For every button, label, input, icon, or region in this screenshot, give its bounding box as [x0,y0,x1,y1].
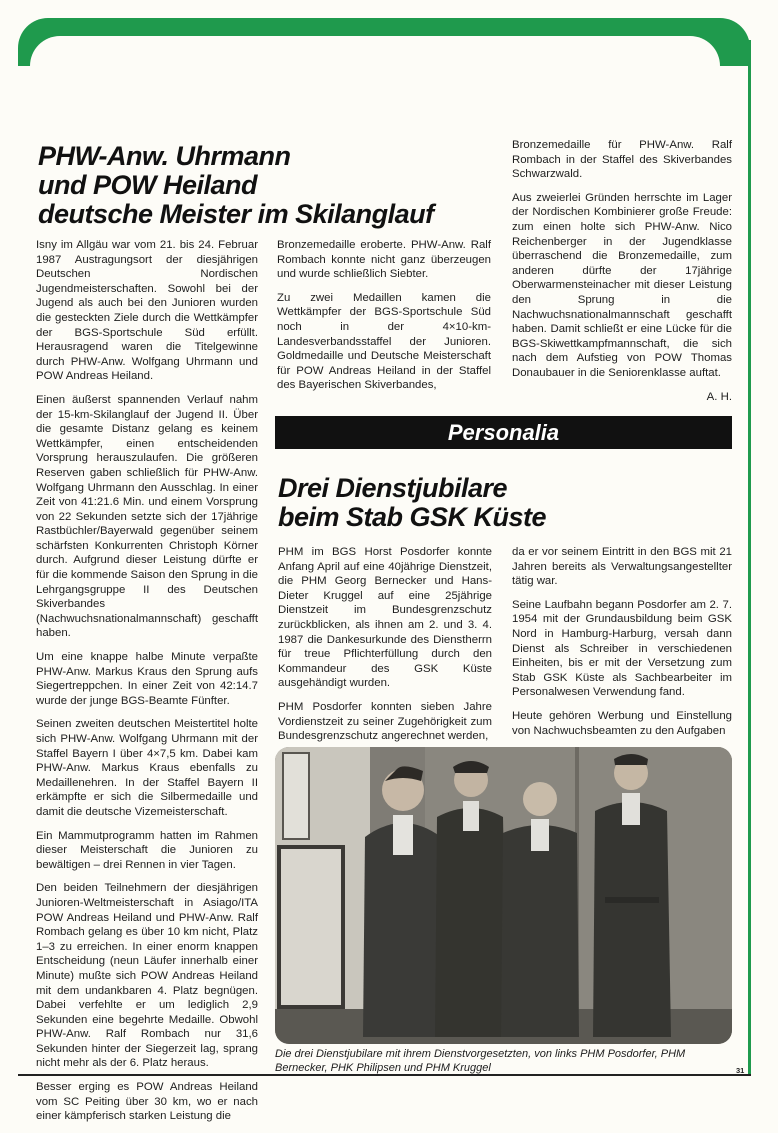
article1-col1-paragraph: Ein Mammutprogramm hatten im Rahmen dieser Meisterschaft die Junioren zu bewältigen – drei Rennen in vier Tagen. [36,829,258,871]
group-photo [275,747,732,1044]
article1-headline-line2: und POW Heiland [38,170,257,200]
header-inner-cutout [30,36,720,76]
article2-column-1 [278,545,492,753]
article1-col1-paragraph: Seinen zweiten deutschen Meistertitel holte sich PHW-Anw. Wolfgang Uhrmann mit der Staffel Bayern I über 4×7,5 km. Dabei kam PHW-Anw. Markus Kraus ebenfalls zu Medaillenehren. In der Staffel Bayern II erkämpfte er sich die Silbermedaille und damit die deutsche Vizemeisterschaft. [36,718,258,818]
article2-headline-line2: beim Stab GSK Küste [278,502,547,532]
article2-col2-paragraph: Heute gehören Werbung und Einstellung von Nachwuchsbeamten zu den Aufgaben [512,709,732,737]
article1-column-3 [512,138,732,413]
article1-headline-line1: PHW-Anw. Uhrmann [38,141,291,171]
article2-col1-paragraph: PHM im BGS Horst Posdorfer konnte Anfang April auf eine 40jährige Dienstzeit, die PHM Georg Bernecker und Hans-Dieter Kruggel auf eine 25jährige Dienstzeit im Bundesgrenzschutz zurückblicken, als ihnen am 2. und 3. 4. 1987 die Dankesurkunde des Dienstherrn für treue Pflichterfüllung durch den Kommandeur des GSK Küste ausgehändigt wurden. [278,546,492,690]
article1-col3-paragraph: Bronzemedaille für PHW-Anw. Ralf Rombach in der Staffel des Skiverbandes Schwarzwald. [512,139,732,181]
article1-col1-paragraph: Besser erging es POW Andreas Heiland vom SC Peiting über 30 km, wo er nach einer kämpferisch starken Leistung die [36,1081,258,1123]
green-right-rule [748,40,751,1075]
article2-col2-paragraph: Seine Laufbahn begann Posdorfer am 2. 7. 1954 mit der Grundausbildung beim GSK Nord in Hamburg-Harburg, versah dann Dienst als Schreiber in verschiedenen Einheiten, bis er mit der Versetzung zum Stab GSK Küste als Sachbearbeiter im Personalwesen Verwendung fand. [512,598,732,699]
article1-headline-line3: deutsche Meister im Skilanglauf [38,199,434,229]
page-number: 31 [736,1066,745,1075]
article1-col1-paragraph: Den beiden Teilnehmern der diesjährigen Junioren-Weltmeisterschaft in Asiago/ITA POW Andreas Heiland und PHW-Anw. Ralf Rombach gelang es über 10 km nicht, Platz 1–3 zu erreichen. In einer enorm knappen Entscheidung (neun Läufer innerhalb einer Minute) mußte sich POW Andreas Heiland mit dem undankbaren 4. Platz begnügen. Dabei verfehlte er um lediglich 2,9 Sekunden eine begehrte Medaille. Obwohl PHW-Anw. Ralf Rombach nur 31,6 Sekunden hinter der Siegerzeit lag, sprang nicht mehr als der 6. Platz heraus. [36,882,258,1070]
article2-col1-paragraph: PHM Posdorfer konnten sieben Jahre Vordienstzeit zu seiner Zugehörigkeit zum Bundesgrenzschutz angerechnet werden, [278,700,492,743]
article2-col2-paragraph: da er vor seinem Eintritt in den BGS mit 21 Jahren bereits als Verwaltungsangestellter tätig war. [512,546,732,588]
article1-col2-paragraph: Bronzemedaille eroberte. PHW-Anw. Ralf Rombach konnte nicht ganz überzeugen und wurde schließlich Siebter. [277,239,491,281]
article2-headline-line1: Drei Dienstjubilare [278,473,508,503]
article1-col1-paragraph: Isny im Allgäu war vom 21. bis 24. Februar 1987 Austragungsort der diesjährigen Deutschen Nordischen Jugendmeisterschaften. Sowohl bei der Jugend als auch bei den Junioren wurden die gesteckten Ziele durch die Wettkämpfer der BGS-Sportschule Süd erfüllt. Herausragend waren die Titelgewinne durch PHW-Anw. Wolfgang Uhrmann und POW Andreas Heiland. [36,239,258,383]
article1-column-2 [277,238,491,402]
article2-column-2 [512,545,732,747]
article1-col2-paragraph: Zu zwei Medaillen kamen die Wettkämpfer der BGS-Sportschule Süd noch in der 4×10-km-Landesverbandsstaffel der Junioren. Goldmedaille und Deutsche Meisterschaft für POW Andreas Heiland in der Staffel des Bayerischen Skiverbandes, [277,291,491,392]
article1-col3-paragraph: Aus zweierlei Gründen herrschte im Lager der Nordischen Kombinierer große Freude: zum einen holte sich PHW-Anw. Nico Reichenberger in der Jugendklasse überraschend die Bronzemedaille, zum anderen dürfte der 17jährige Oberwarmensteinacher mit dieser Leistung den Sprung in die Nachwuchsnationalmannschaft geschafft haben. Damit schließt er eine Lücke für die BGS-Skiwettkampfmannschaft, die sich nach dem Aufstieg von POW Thomas Donaubauer in die Seniorenklasse auftat. [512,191,732,379]
article1-col1-paragraph: Um eine knappe halbe Minute verpaßte PHW-Anw. Markus Kraus den Sprung aufs Siegertreppchen. In einer Zeit von 42:14.7 wurde der junge BGS-Beamte Fünfter. [36,651,258,707]
group-photo-illustration [275,747,732,1044]
article1-column-1 [36,238,258,1133]
photo-caption: Die drei Dienstjubilare mit ihrem Dienstvorgesetzten, von links PHM Posdorfer, PHM Bernecker, PHK Philipsen und PHM Kruggel [275,1048,686,1074]
section-banner-personalia: Personalia [275,416,732,449]
article1-signature: A. H. [706,390,732,403]
article1-col1-paragraph: Einen äußerst spannenden Verlauf nahm der 15-km-Skilanglauf der Jugend II. Über die gesamte Distanz gelang es keinem Wettkämpfer, einen entscheidenden Vorsprung herauszulaufen. Die größeren Reserven gaben schließlich für PHW-Anw. Wolfgang Uhrmann den Ausschlag. In einer Zeit von 41:21.6 Min. und einem Vorsprung von 22 Sekunden setzte sich der 17jährige Rastbüchler/Bayerwald gegenüber seinem schärfsten Konkurrenten Christoph Körner durch. Aufgrund dieser Leistung dürfte er für die kommende Saison den Sprung in die Lehrgangsgruppe II des Deutschen Skiverbandes (Nachwuchsnationalmannschaft) geschafft haben. [36,393,258,640]
article2-headline [278,474,748,532]
article1-headline [38,142,508,229]
